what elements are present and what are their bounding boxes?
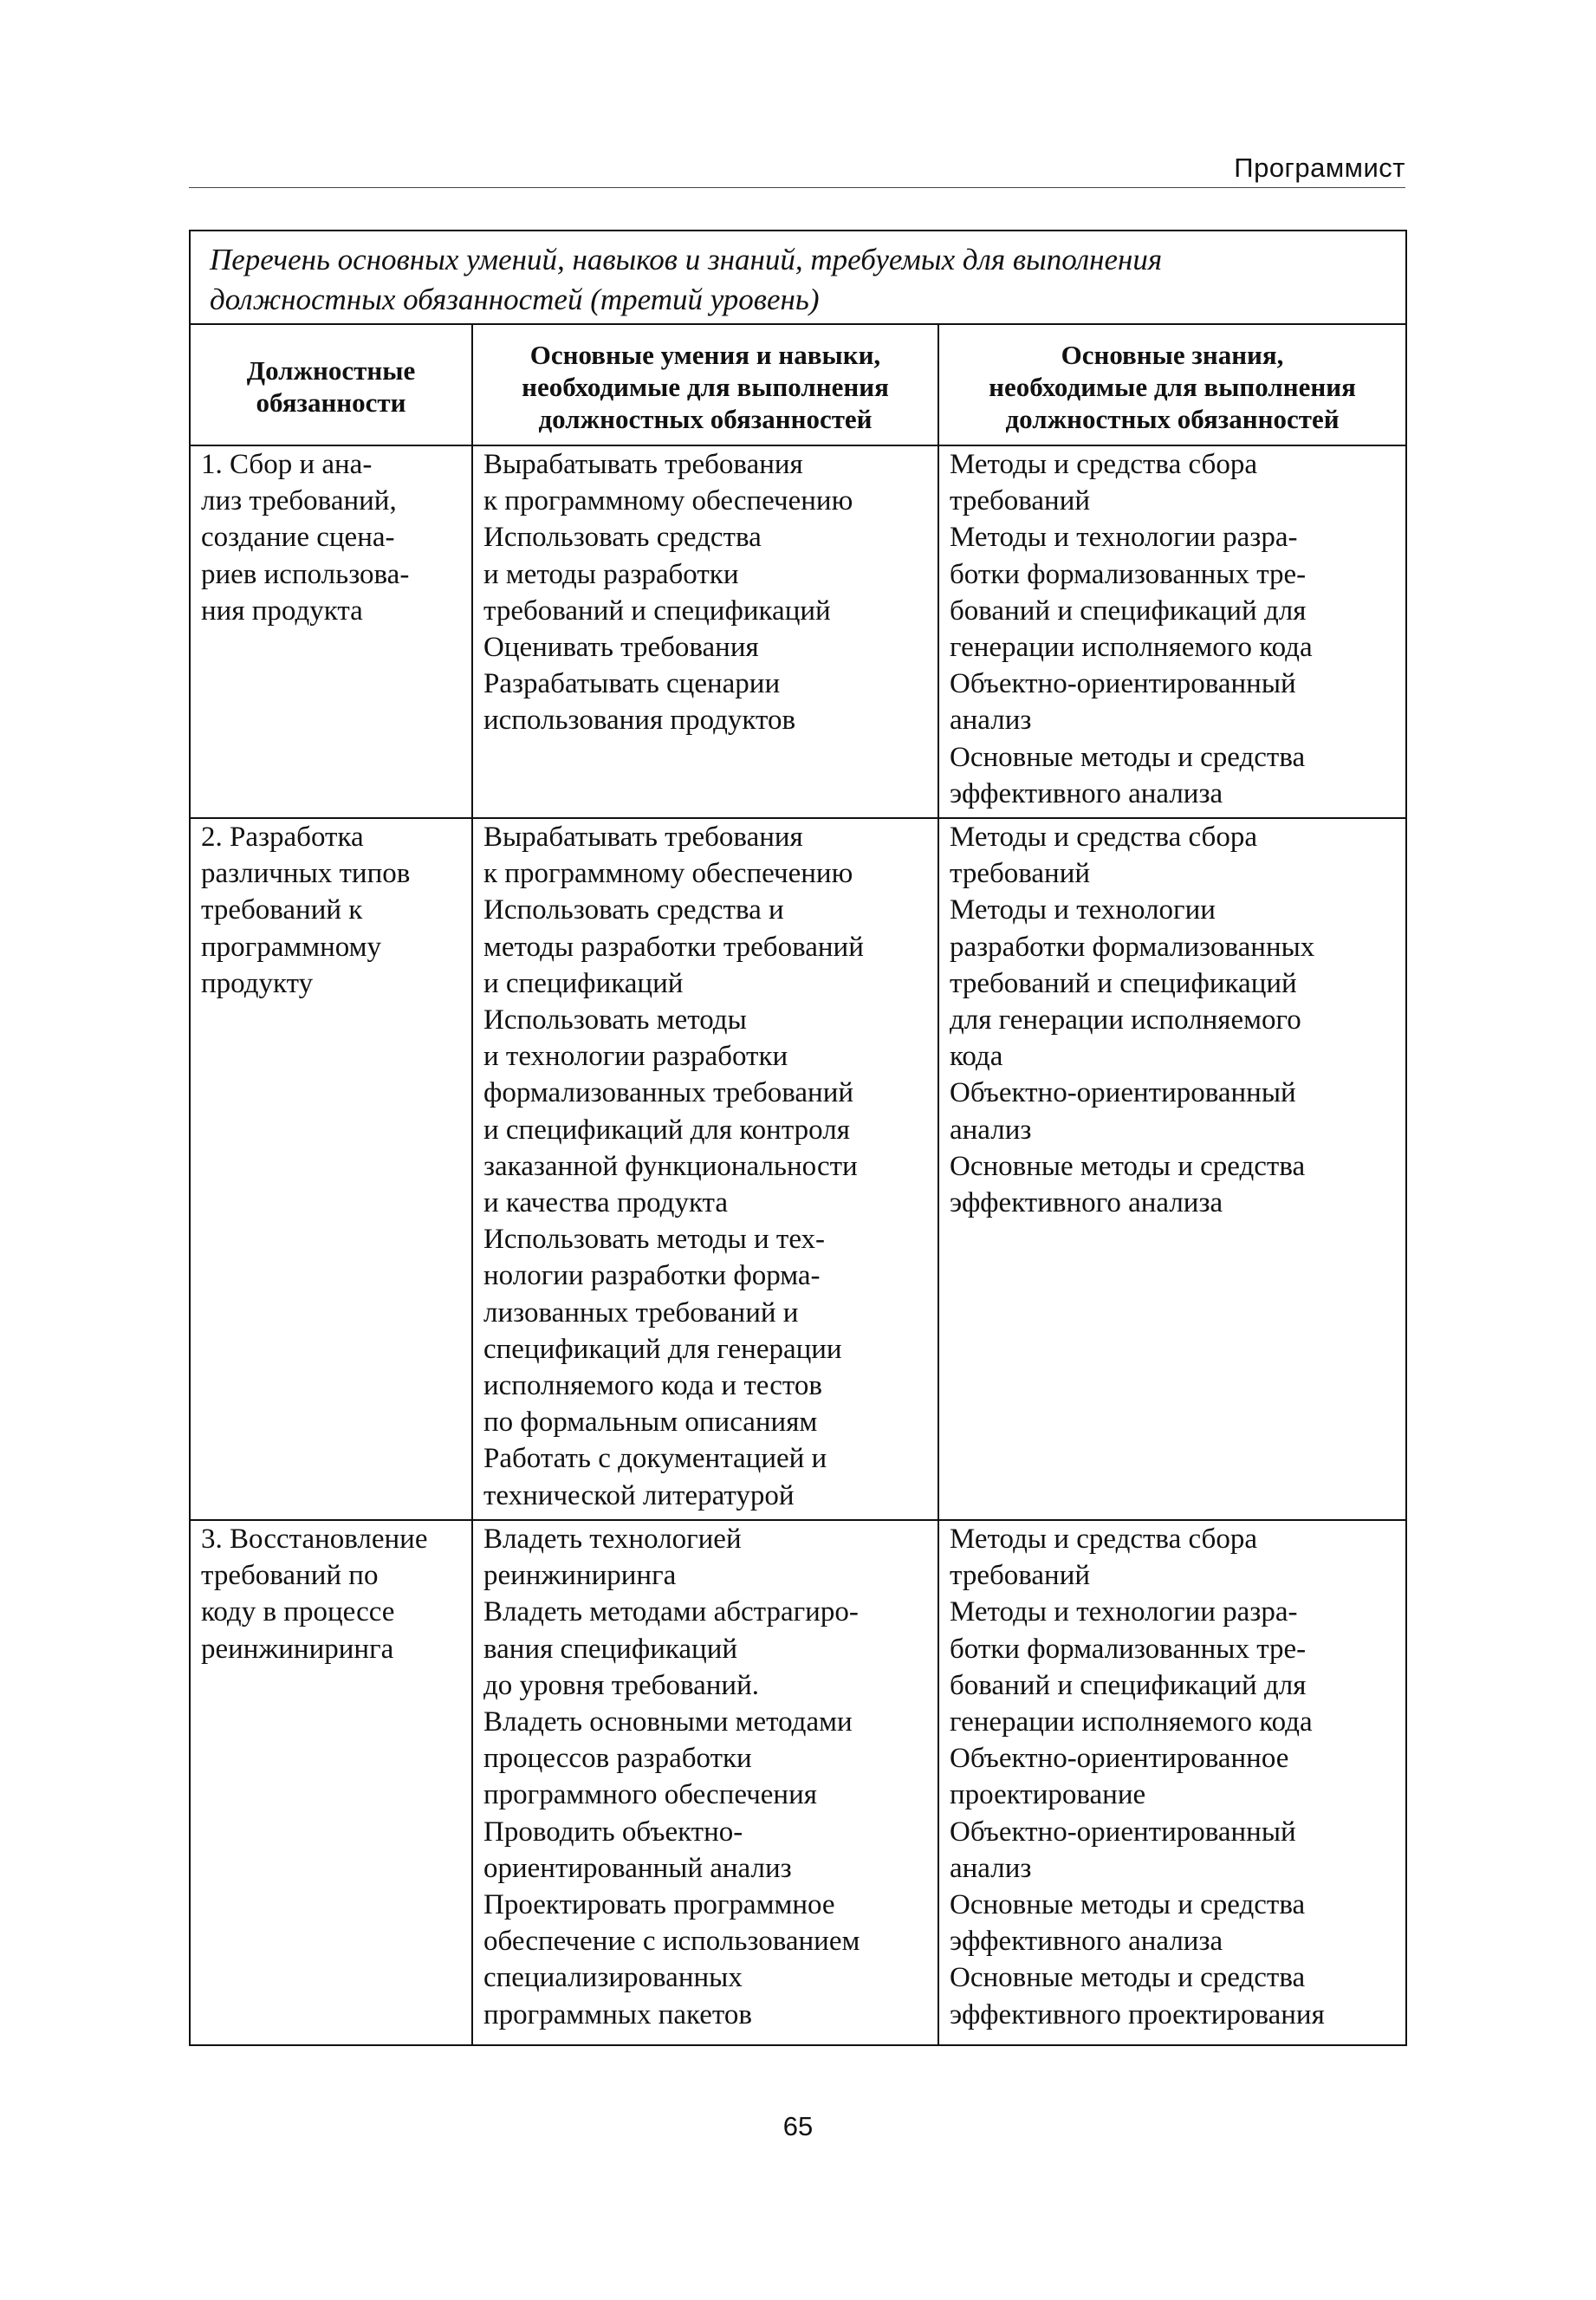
cell-line: Методы и средства сбора xyxy=(950,822,1257,853)
cell-line: к программному обеспечению xyxy=(483,858,853,890)
cell-line: анализ xyxy=(950,1852,1032,1884)
cell-line: ботки формализованных тре- xyxy=(950,1633,1307,1665)
cell-line: генерации исполняемого кода xyxy=(950,632,1313,664)
skills-cell xyxy=(472,445,938,818)
cell-line: Владеть основными методами xyxy=(483,1706,853,1738)
skills-cell xyxy=(472,1520,938,2045)
cell-line: Работать с документацией и xyxy=(483,1443,827,1475)
header-duties xyxy=(190,324,472,445)
cell-line: Проводить объектно- xyxy=(483,1816,743,1848)
cell-line: коду в процессе xyxy=(201,1596,395,1628)
table-row xyxy=(190,818,1406,1520)
header-line: должностных обязанностей xyxy=(1005,403,1340,434)
cell-line: требований к xyxy=(201,894,363,926)
table-caption xyxy=(190,231,1406,324)
cell-line: 3. Восстановление xyxy=(201,1524,428,1555)
cell-line: эффективного анализа xyxy=(950,1926,1223,1958)
cell-line: Вырабатывать требования xyxy=(483,822,803,853)
caption-line: должностных обязанностей (третий уровень) xyxy=(210,283,820,316)
cell-line: Владеть методами абстрагиро- xyxy=(483,1596,859,1628)
cell-line: реинжиниринга xyxy=(201,1633,394,1665)
cell-line: Владеть технологией xyxy=(483,1524,742,1555)
header-line: Должностные xyxy=(246,355,416,386)
cell-line: к программному обеспечению xyxy=(483,485,853,517)
cell-line: лизованных требований и xyxy=(483,1296,799,1329)
cell-line: Объектно-ориентированный xyxy=(950,1816,1296,1848)
cell-line: программных пакетов xyxy=(483,1998,752,2030)
cell-line: требований по xyxy=(201,1560,379,1592)
page-number: 65 xyxy=(782,2111,814,2141)
cell-line: требований xyxy=(950,1560,1091,1592)
cell-line: риев использова- xyxy=(201,558,410,590)
cell-line: Методы и технологии xyxy=(950,894,1216,926)
header-line: обязанности xyxy=(256,387,406,418)
cell-line: методы разработки требований xyxy=(483,931,864,963)
table-row xyxy=(190,445,1406,818)
cell-line: и спецификаций xyxy=(483,967,684,999)
cell-line: Методы и средства сбора xyxy=(950,449,1257,480)
cell-line: Использовать средства xyxy=(483,522,762,554)
table-caption-row xyxy=(190,231,1406,324)
cell-line: Проектировать программное xyxy=(483,1889,835,1921)
header-line: необходимые для выполнения xyxy=(989,371,1356,402)
cell-line: различных типов xyxy=(201,858,411,890)
knowledge-cell xyxy=(938,1520,1406,2045)
cell-line: требований и спецификаций xyxy=(483,594,831,627)
cell-line: создание сцена- xyxy=(201,522,395,554)
cell-line: анализ xyxy=(950,1114,1032,1146)
cell-line: специализированных xyxy=(483,1962,743,1994)
table-header-row xyxy=(190,324,1406,445)
running-head: Программист xyxy=(1234,153,1405,183)
cell-line: 1. Сбор и ана- xyxy=(201,449,373,480)
cell-line: лиз требований, xyxy=(201,485,397,517)
knowledge-cell xyxy=(938,818,1406,1520)
cell-line: Объектно-ориентированное xyxy=(950,1743,1289,1775)
cell-line: Основные методы и средства xyxy=(950,1150,1306,1182)
cell-line: эффективного анализа xyxy=(950,1187,1223,1219)
duty-cell xyxy=(190,1520,472,2045)
cell-line: заказанной функциональности xyxy=(483,1150,858,1182)
cell-line: проектирование xyxy=(950,1779,1146,1811)
cell-line: Вырабатывать требования xyxy=(483,449,803,480)
cell-line: кода xyxy=(950,1041,1003,1073)
cell-line: реинжиниринга xyxy=(483,1560,677,1592)
cell-line: по формальным описаниям xyxy=(483,1407,818,1439)
duty-cell xyxy=(190,445,472,818)
cell-line: нологии разработки форма- xyxy=(483,1260,821,1292)
cell-line: Использовать методы xyxy=(483,1004,747,1036)
cell-line: генерации исполняемого кода xyxy=(950,1706,1313,1738)
cell-line: Основные методы и средства xyxy=(950,741,1306,773)
duty-cell xyxy=(190,818,472,1520)
cell-line: Использовать методы и тех- xyxy=(483,1224,826,1256)
caption-line: Перечень основных умений, навыков и знаний, требуемых для выполнения xyxy=(210,243,1163,276)
cell-line: и качества продукта xyxy=(483,1187,729,1219)
cell-line: вания спецификаций xyxy=(483,1633,738,1665)
cell-line: спецификаций для генерации xyxy=(483,1333,842,1365)
cell-line: и методы разработки xyxy=(483,558,739,590)
cell-line: Методы и технологии разра- xyxy=(950,1596,1298,1628)
cell-line: ботки формализованных тре- xyxy=(950,558,1307,590)
cell-line: Оценивать требования xyxy=(483,632,759,664)
competency-table xyxy=(189,230,1407,2046)
cell-line: до уровня требований. xyxy=(483,1669,759,1701)
cell-line: Методы и технологии разра- xyxy=(950,522,1298,554)
cell-line: Объектно-ориентированный xyxy=(950,1077,1296,1109)
header-line: Основные умения и навыки, xyxy=(529,339,881,370)
header-skills xyxy=(472,324,938,445)
cell-line: Разрабатывать сценарии xyxy=(483,668,781,700)
cell-line: Методы и средства сбора xyxy=(950,1524,1257,1555)
cell-line: исполняемого кода и тестов xyxy=(483,1370,822,1402)
cell-line: Основные методы и средства xyxy=(950,1962,1306,1994)
cell-line: программному xyxy=(201,931,382,963)
cell-line: разработки формализованных xyxy=(950,931,1315,963)
cell-line: Основные методы и средства xyxy=(950,1889,1306,1921)
cell-line: и технологии разработки xyxy=(483,1041,788,1073)
cell-line: требований xyxy=(950,858,1091,890)
header-rule xyxy=(189,187,1405,188)
cell-line: ориентированный анализ xyxy=(483,1852,792,1884)
cell-line: Объектно-ориентированный xyxy=(950,668,1296,700)
header-line: должностных обязанностей xyxy=(538,403,873,434)
header-knowledge xyxy=(938,324,1406,445)
cell-line: эффективного проектирования xyxy=(950,1998,1325,2030)
cell-line: ния продукта xyxy=(201,594,363,627)
cell-line: бований и спецификаций для xyxy=(950,1669,1307,1701)
cell-line: использования продуктов xyxy=(483,705,796,737)
cell-line: требований xyxy=(950,485,1091,517)
cell-line: анализ xyxy=(950,705,1032,737)
knowledge-cell xyxy=(938,445,1406,818)
cell-line: формализованных требований xyxy=(483,1077,854,1109)
cell-line: и спецификаций для контроля xyxy=(483,1114,850,1146)
skills-cell xyxy=(472,818,938,1520)
cell-line: Использовать средства и xyxy=(483,894,784,926)
cell-line: программного обеспечения xyxy=(483,1779,817,1811)
cell-line: бований и спецификаций для xyxy=(950,594,1307,627)
header-line: необходимые для выполнения xyxy=(522,371,889,402)
cell-line: технической литературой xyxy=(483,1479,795,1511)
cell-line: процессов разработки xyxy=(483,1743,752,1775)
cell-line: требований и спецификаций xyxy=(950,967,1297,999)
cell-line: эффективного анализа xyxy=(950,777,1223,809)
header-line: Основные знания, xyxy=(1061,339,1284,370)
cell-line: обеспечение с использованием xyxy=(483,1926,860,1958)
cell-line: 2. Разработка xyxy=(201,822,364,853)
cell-line: продукту xyxy=(201,967,314,999)
cell-line: для генерации исполняемого xyxy=(950,1004,1301,1036)
table-row xyxy=(190,1520,1406,2045)
